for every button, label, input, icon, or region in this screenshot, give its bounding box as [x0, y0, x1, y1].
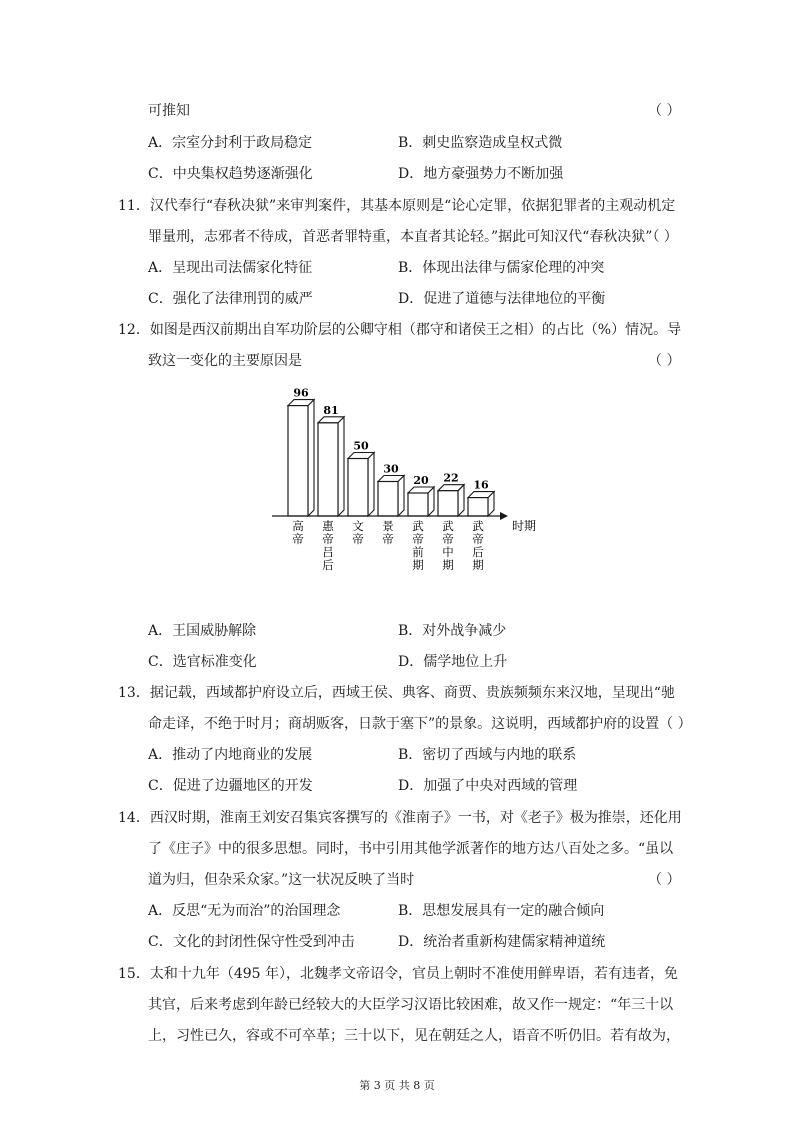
category-label: 高 [292, 519, 304, 533]
x-axis-label: 时期 [512, 519, 537, 533]
q12-option-c: C．选官标准变化 [148, 654, 257, 670]
category-label: 惠 [322, 519, 334, 533]
q10-option-a: A．宗室分封利于政局稳定 [148, 135, 313, 151]
q14-option-b: B．思想发展具有一定的融合倾向 [398, 903, 605, 919]
q12-option-d: D．儒学地位上升 [398, 654, 508, 670]
bar-side [398, 476, 404, 517]
q13-option-c: C．促进了边疆地区的开发 [148, 778, 313, 794]
bar-side [308, 400, 314, 516]
q12-option-b: B．对外战争减少 [398, 623, 507, 639]
q11-option-a: A．呈现出司法儒家化特征 [148, 260, 313, 276]
q10-option-b: B．刺史监察造成皇权式微 [398, 135, 563, 151]
category-label: 武 [442, 519, 454, 533]
category-label: 后 [322, 558, 334, 572]
q10-option-d: D．地方豪强势力不断加强 [398, 166, 564, 182]
bar-value-label: 16 [473, 478, 489, 492]
bar-value-label: 20 [413, 474, 429, 487]
q13-option-a: A．推动了内地商业的发展 [148, 747, 313, 763]
category-label: 帝 [382, 532, 394, 546]
bar-value-label: 30 [383, 462, 399, 476]
bar [288, 406, 308, 516]
q10-option-c: C．中央集权趋势逐渐强化 [148, 166, 313, 182]
bar [378, 482, 398, 517]
q14-stem-line1: 14．西汉时期，淮南王刘安召集宾客撰写的《淮南子》一书，对《老子》极为推崇，还化用 [118, 810, 682, 826]
bar [348, 459, 368, 517]
q11-option-c: C．强化了法律刑罚的威严 [148, 291, 313, 307]
category-label: 帝 [412, 532, 424, 546]
q13-option-b: B．密切了西域与内地的联系 [398, 747, 577, 763]
q13-option-d: D．加强了中央对西域的管理 [398, 778, 578, 794]
q14-option-a: A．反思“无为而治”的治国理念 [148, 903, 341, 919]
category-label: 文 [352, 519, 364, 533]
category-label: 武 [412, 519, 424, 533]
q15-stem-line1: 15．太和十九年（495 年），北魏孝文帝诏令，官员上朝时不准使用鲜卑语，若有违者，免 [118, 966, 678, 982]
bar [438, 491, 458, 516]
bar-value-label: 81 [323, 403, 339, 417]
q15-stem-line2: 其官，后来考虑到年龄已经较大的大臣学习汉语比较困难，故又作一规定：“年三十以 [148, 997, 674, 1013]
bar [468, 498, 488, 516]
bar [318, 423, 338, 516]
q15-stem-line3: 上，习性已久，容或不可卒革；三十以下，见在朝廷之人，语音不听仍旧。若有故为， [148, 1028, 680, 1044]
q14-option-c: C．文化的封闭性保守性受到冲击 [148, 934, 355, 950]
q14-option-d: D．统治者重新构建儒家精神道统 [398, 934, 606, 950]
q14-answer-paren: （ ） [648, 872, 681, 888]
bar-value-label: 22 [443, 471, 459, 485]
category-label: 吕 [322, 545, 334, 559]
q11-stem-line1: 11．汉代奉行“春秋决狱”来审判案件，其基本原则是“论心定罪，依据犯罪者的主观动机定 [118, 198, 676, 214]
category-label: 帝 [322, 532, 334, 546]
page-footer: 第 3 页 共 8 页 [359, 1079, 435, 1092]
q14-stem-line3: 道为归，但杂采众家。”这一状况反映了当时 [148, 872, 415, 888]
category-label: 帝 [442, 532, 454, 546]
category-label: 前 [412, 545, 424, 559]
chart-bars [288, 387, 494, 572]
category-label: 期 [412, 558, 424, 572]
q13-stem-line2: 命走译，不绝于时月；商胡贩客，日款于塞下”的景象。这说明，西域都护府的设置（ ） [148, 716, 692, 732]
bar-value-label: 96 [293, 386, 309, 400]
category-label: 中 [442, 545, 454, 559]
q10-stem: 可推知 [148, 103, 190, 119]
q11-option-b: B．体现出法律与儒家伦理的冲突 [398, 260, 605, 276]
bar-side [368, 453, 374, 517]
category-label: 帝 [352, 532, 364, 546]
q11-option-d: D．促进了道德与法律地位的平衡 [398, 291, 606, 307]
bar [408, 493, 428, 516]
bar-side [338, 417, 344, 516]
q13-stem-line1: 13．据记载，西域都护府设立后，西域王侯、典客、商贾、贵族频频东来汉地，呈现出“驰 [118, 685, 675, 701]
category-label: 帝 [472, 532, 484, 546]
category-label: 景 [382, 519, 394, 533]
category-label: 武 [472, 519, 484, 533]
q14-stem-line2: 了《庄子》中的很多思想。同时，书中引用其他学派著作的地方达八百处之多。“虽以 [148, 841, 674, 857]
category-label: 期 [472, 558, 484, 572]
bar-value-label: 50 [353, 439, 369, 453]
q11-stem-line2: 罪量刑，志邪者不待成，首恶者罪特重，本直者其论轻。”据此可知汉代“春秋决狱”（ ） [148, 229, 678, 245]
q12-stem-line1: 12．如图是西汉前期出自军功阶层的公卿守相（郡守和诸侯王之相）的占比（%）情况。导 [118, 322, 682, 338]
q12-stem-line2: 致这一变化的主要原因是 [148, 353, 302, 369]
q12-answer-paren: （ ） [648, 353, 681, 369]
category-label: 后 [472, 545, 484, 559]
category-label: 帝 [292, 532, 304, 546]
q12-option-a: A．王国威胁解除 [148, 623, 257, 639]
category-label: 期 [442, 558, 454, 572]
q10-answer-paren: （ ） [648, 103, 681, 119]
q12-bar-chart [268, 380, 538, 580]
x-axis-arrow [500, 512, 508, 520]
